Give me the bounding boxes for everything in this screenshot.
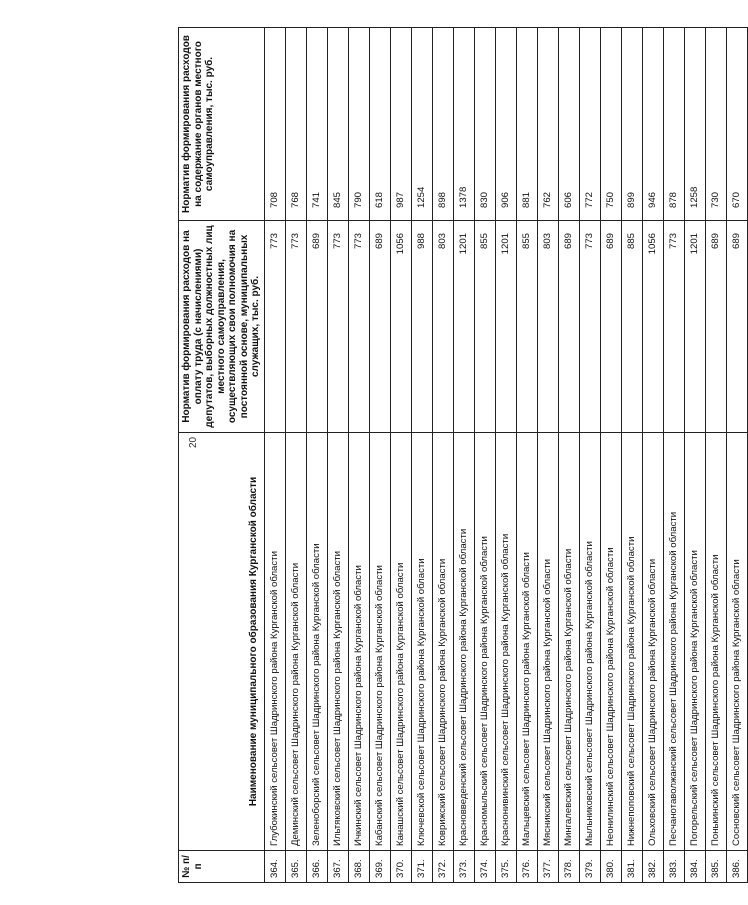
row-norm2-value: 878 bbox=[663, 28, 684, 221]
row-name: Мальцевский сельсовет Шадринского района Курганской области bbox=[516, 433, 537, 851]
table-row bbox=[600, 28, 621, 883]
row-norm1-value: 773 bbox=[663, 221, 684, 433]
row-number: 380. bbox=[600, 851, 621, 883]
table-row bbox=[705, 28, 726, 883]
table-row bbox=[432, 28, 453, 883]
row-number: 378. bbox=[558, 851, 579, 883]
row-number: 368. bbox=[348, 851, 369, 883]
table-row bbox=[306, 28, 327, 883]
row-norm1-value: 689 bbox=[369, 221, 390, 433]
table-row bbox=[327, 28, 348, 883]
table-row bbox=[516, 28, 537, 883]
table-row bbox=[474, 28, 495, 883]
row-number: 365. bbox=[285, 851, 306, 883]
table-row bbox=[411, 28, 432, 883]
header-norm1: Норматив формирования расходов на оплату труда (с начислениями) депутатов, выборных должностных лиц местного самоуправления, осуществляющих свои полномочия на постоянной основе, муниципальных служащих, тыс. руб. bbox=[179, 221, 265, 433]
row-norm2-value: 750 bbox=[600, 28, 621, 221]
table-header-row bbox=[179, 28, 265, 883]
row-name: Ильтяковский сельсовет Шадринского района Курганской области bbox=[327, 433, 348, 851]
row-norm2-value: 730 bbox=[705, 28, 726, 221]
table-row bbox=[558, 28, 579, 883]
table-row bbox=[579, 28, 600, 883]
header-norm2: Норматив формирования расходов на содержание органов местного самоуправления, тыс. руб. bbox=[179, 28, 265, 221]
row-name: Ключевской сельсовет Шадринского района Курганской области bbox=[411, 433, 432, 851]
row-norm2-value: 1378 bbox=[453, 28, 474, 221]
row-number: 366. bbox=[306, 851, 327, 883]
row-norm2-value: 830 bbox=[474, 28, 495, 221]
row-norm1-value: 855 bbox=[516, 221, 537, 433]
row-norm2-value: 946 bbox=[642, 28, 663, 221]
table-row bbox=[663, 28, 684, 883]
row-norm1-value: 773 bbox=[348, 221, 369, 433]
row-norm2-value: 708 bbox=[264, 28, 285, 221]
row-norm1-value: 773 bbox=[327, 221, 348, 433]
row-number: 373. bbox=[453, 851, 474, 883]
row-norm2-value: 898 bbox=[432, 28, 453, 221]
row-name: Ольховский сельсовет Шадринского района Курганской области bbox=[642, 433, 663, 851]
row-number: 371. bbox=[411, 851, 432, 883]
row-number: 367. bbox=[327, 851, 348, 883]
table-row bbox=[495, 28, 516, 883]
row-name: Коврижский сельсовет Шадринского района Курганской области bbox=[432, 433, 453, 851]
row-norm2-value: 618 bbox=[369, 28, 390, 221]
row-name: Канашский сельсовет Шадринского района Курганской области bbox=[390, 433, 411, 851]
row-name: Глубокинский сельсовет Шадринского района Курганской области bbox=[264, 433, 285, 851]
row-name: Мыльниковский сельсовет Шадринского района Курганской области bbox=[579, 433, 600, 851]
row-norm2-value: 881 bbox=[516, 28, 537, 221]
row-number: 384. bbox=[684, 851, 705, 883]
row-norm2-value: 845 bbox=[327, 28, 348, 221]
row-norm2-value: 670 bbox=[726, 28, 747, 221]
row-number: 369. bbox=[369, 851, 390, 883]
row-norm1-value: 803 bbox=[537, 221, 558, 433]
rotated-page bbox=[178, 28, 742, 883]
row-norm1-value: 689 bbox=[600, 221, 621, 433]
row-number: 364. bbox=[264, 851, 285, 883]
row-name: Красновведенский сельсовет Шадринского района Курганской области bbox=[453, 433, 474, 851]
row-name: Песчанотаволжанский сельсовет Шадринского района Курганской области bbox=[663, 433, 684, 851]
row-name: Мингалевский сельсовет Шадринского района Курганской области bbox=[558, 433, 579, 851]
table-row bbox=[390, 28, 411, 883]
table-row bbox=[264, 28, 285, 883]
row-name: Мясникский сельсовет Шадринского района Курганской области bbox=[537, 433, 558, 851]
row-number: 386. bbox=[726, 851, 747, 883]
row-norm2-value: 606 bbox=[558, 28, 579, 221]
row-name: Нижнепоповский сельсовет Шадринского района Курганской области bbox=[621, 433, 642, 851]
row-name: Краснонивинский сельсовет Шадринского района Курганской области bbox=[495, 433, 516, 851]
row-number: 370. bbox=[390, 851, 411, 883]
row-norm1-value: 689 bbox=[705, 221, 726, 433]
row-number: 382. bbox=[642, 851, 663, 883]
table-row bbox=[285, 28, 306, 883]
row-norm2-value: 899 bbox=[621, 28, 642, 221]
row-norm1-value: 689 bbox=[726, 221, 747, 433]
table-row bbox=[642, 28, 663, 883]
table-row bbox=[726, 28, 747, 883]
row-norm1-value: 689 bbox=[306, 221, 327, 433]
row-name: Сосновский сельсовет Шадринского района Курганской области bbox=[726, 433, 747, 851]
row-norm2-value: 772 bbox=[579, 28, 600, 221]
row-number: 376. bbox=[516, 851, 537, 883]
row-norm2-value: 1258 bbox=[684, 28, 705, 221]
page-number: 20 bbox=[188, 436, 199, 448]
row-norm2-value: 768 bbox=[285, 28, 306, 221]
row-name: Погорельский сельсовет Шадринского района Курганской области bbox=[684, 433, 705, 851]
table-row bbox=[684, 28, 705, 883]
row-norm1-value: 773 bbox=[264, 221, 285, 433]
row-name: Неонилинский сельсовет Шадринского района Курганской области bbox=[600, 433, 621, 851]
row-name: Деминский сельсовет Шадринского района Курганской области bbox=[285, 433, 306, 851]
row-name: Понькинский сельсовет Шадринского района Курганской области bbox=[705, 433, 726, 851]
row-norm2-value: 1254 bbox=[411, 28, 432, 221]
row-norm1-value: 1201 bbox=[453, 221, 474, 433]
table-row bbox=[453, 28, 474, 883]
row-number: 375. bbox=[495, 851, 516, 883]
row-number: 374. bbox=[474, 851, 495, 883]
row-norm2-value: 906 bbox=[495, 28, 516, 221]
header-num: № п/п bbox=[179, 851, 265, 883]
row-norm1-value: 1056 bbox=[642, 221, 663, 433]
row-number: 383. bbox=[663, 851, 684, 883]
row-norm1-value: 855 bbox=[474, 221, 495, 433]
row-number: 379. bbox=[579, 851, 600, 883]
row-number: 372. bbox=[432, 851, 453, 883]
row-norm1-value: 689 bbox=[558, 221, 579, 433]
row-norm1-value: 773 bbox=[579, 221, 600, 433]
row-name: Кабанский сельсовет Шадринского района Курганской области bbox=[369, 433, 390, 851]
norms-table bbox=[178, 27, 748, 883]
table-row bbox=[537, 28, 558, 883]
row-norm1-value: 885 bbox=[621, 221, 642, 433]
row-norm1-value: 1201 bbox=[684, 221, 705, 433]
row-name: Красномыльский сельсовет Шадринского района Курганской области bbox=[474, 433, 495, 851]
row-norm1-value: 773 bbox=[285, 221, 306, 433]
table-body bbox=[264, 28, 747, 883]
row-norm1-value: 1201 bbox=[495, 221, 516, 433]
row-name: Ичкинский сельсовет Шадринского района Курганской области bbox=[348, 433, 369, 851]
table-row bbox=[621, 28, 642, 883]
row-name: Зеленоборский сельсовет Шадринского района Курганской области bbox=[306, 433, 327, 851]
table-row bbox=[348, 28, 369, 883]
row-norm2-value: 741 bbox=[306, 28, 327, 221]
table-row bbox=[369, 28, 390, 883]
row-number: 381. bbox=[621, 851, 642, 883]
row-norm2-value: 790 bbox=[348, 28, 369, 221]
header-name: Наименование муниципального образования Курганской области bbox=[179, 433, 265, 851]
row-number: 385. bbox=[705, 851, 726, 883]
row-norm2-value: 762 bbox=[537, 28, 558, 221]
row-number: 377. bbox=[537, 851, 558, 883]
row-norm1-value: 1056 bbox=[390, 221, 411, 433]
row-norm2-value: 987 bbox=[390, 28, 411, 221]
row-norm1-value: 988 bbox=[411, 221, 432, 433]
row-norm1-value: 803 bbox=[432, 221, 453, 433]
